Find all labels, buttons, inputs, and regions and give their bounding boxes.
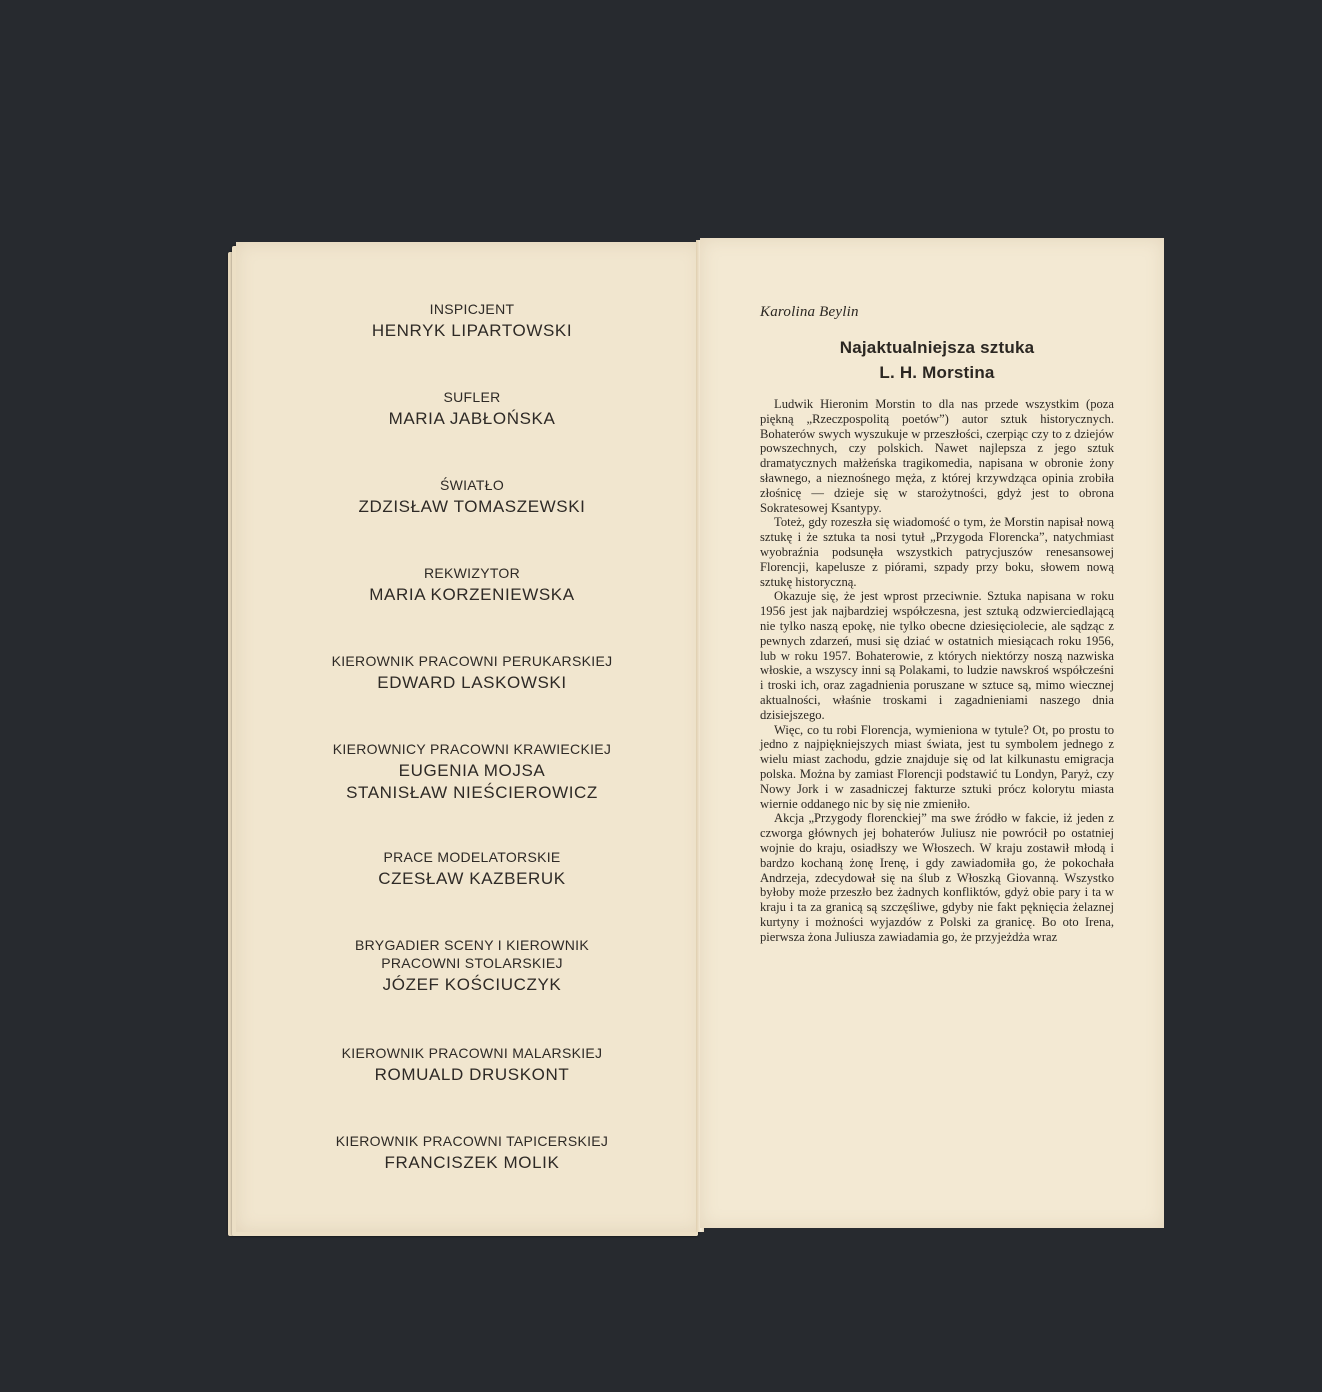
credit-perukarska bbox=[292, 652, 652, 740]
article-title-line-2: L. H. Morstina bbox=[879, 363, 995, 382]
right-page bbox=[700, 238, 1164, 1228]
credit-name: ROMUALD DRUSKONT bbox=[374, 1065, 570, 1084]
credit-name: STANISŁAW NIEŚCIEROWICZ bbox=[346, 783, 598, 802]
credit-malarska bbox=[292, 1044, 652, 1132]
credit-role: KIEROWNIK PRACOWNI TAPICERSKIEJ bbox=[335, 1133, 609, 1149]
credit-stolarska bbox=[292, 936, 652, 1044]
article-paragraph: Więc, co tu robi Florencja, wymieniona w tytule? Ot, po prostu to jedno z najpiękniejszych miast świata, jest tu symbolem jednego z wielu miast zachodu, gdzie znajduje się od lat kilkunastu emigracja polska. Można by zamiast Florencji podstawić tu Londyn, Paryż, czy Nowy Jork i w zasadniczej fakturze sztuki prócz kolorytu miasta wiernie oddanego nic by się nie zmieniło. bbox=[760, 722, 1114, 811]
credit-name: JÓZEF KOŚCIUCZYK bbox=[382, 975, 562, 994]
credit-name: EUGENIA MOJSA bbox=[398, 761, 546, 780]
article-paragraph: Toteż, gdy rozeszła się wiadomość o tym, że Morstin napisał nową sztukę i że sztuka ta nosi tytuł „Przygoda Florencka”, natychmiast wyobraźnia podsunęła wszystkich patrycjuszów renesansowej Florencji, kapelusze z piórami, szpady przy boku, słowem nową sztukę historyczną. bbox=[760, 515, 1114, 589]
credit-role: KIEROWNIK PRACOWNI MALARSKIEJ bbox=[341, 1045, 603, 1061]
credit-name: HENRYK LIPARTOWSKI bbox=[371, 321, 573, 340]
article-paragraph: Ludwik Hieronim Morstin to dla nas przede wszystkim (poza piękną „Rzeczpospolitą poetów”) autor sztuk historycznych. Bohaterów swych wyszukuje w przeszłości, czerpiąc czy to z dziejów powszechnych, czy polskich. Nawet najlepsza z jego sztuk dramatycznych małżeńska tragikomedia, napisana w obronie żony sławnego, a nieznośnego męża, z której krzywdząca opinia zrobiła złośnicę — dzieje się w starożytności, gdyż jest to obrona Sokratesowej Ksantypy. bbox=[760, 397, 1114, 515]
credit-role: PRACE MODELATORSKIE bbox=[383, 849, 561, 865]
article bbox=[760, 304, 1114, 944]
credit-role: KIEROWNICY PRACOWNI KRAWIECKIEJ bbox=[332, 741, 612, 757]
credit-role: BRYGADIER SCENY I KIEROWNIK PRACOWNI STOLARSKIEJ bbox=[355, 937, 589, 971]
credit-name: EDWARD LASKOWSKI bbox=[377, 673, 567, 692]
credit-role: KIEROWNIK PRACOWNI PERUKARSKIEJ bbox=[331, 653, 613, 669]
article-author: Karolina Beylin bbox=[760, 304, 859, 320]
credit-name: ZDZISŁAW TOMASZEWSKI bbox=[358, 497, 586, 516]
credits-list bbox=[292, 300, 652, 1220]
credit-krawiecka bbox=[292, 740, 652, 848]
credit-rekwizytor bbox=[292, 564, 652, 652]
article-title-line-1: Najaktualniejsza sztuka bbox=[839, 338, 1035, 357]
article-paragraph: Okazuje się, że jest wprost przeciwnie. Sztuka napisana w roku 1956 jest jak najbardziej współczesna, jest sztuką odzwierciedlającą nie tylko naszą epokę, nie tylko obecne dziesięciolecie, ale sądząc z pewnych zdarzeń, musi się dziać w ostatnich miesiącach roku 1956, lub w roku 1957. Bohaterowie, z których niektórzy noszą nazwiska włoskie, a wszyscy inni są Polakami, to ludzie nawskroś współcześni i troski ich, oraz zagadnienia poruszane w sztuce są, mimo wiecznej aktualności, właśnie troskami i zagadnieniami naszego dnia dzisiejszego. bbox=[760, 589, 1114, 722]
article-title bbox=[760, 335, 1114, 385]
credit-name: CZESŁAW KAZBERUK bbox=[378, 869, 566, 888]
credit-swiatlo bbox=[292, 476, 652, 564]
credit-modelatorskie bbox=[292, 848, 652, 936]
credit-inspicjent bbox=[292, 300, 652, 388]
credit-tapicerska bbox=[292, 1132, 652, 1220]
program-booklet bbox=[228, 238, 1164, 1240]
credit-name: FRANCISZEK MOLIK bbox=[384, 1153, 560, 1172]
left-page bbox=[236, 242, 702, 1232]
credit-name: MARIA JABŁOŃSKA bbox=[388, 409, 556, 428]
article-paragraph: Akcja „Przygody florenckiej” ma swe źródło w fakcie, iż jeden z czworga głównych jej bohaterów Juliusz nie powrócił po ostatniej wojnie do kraju, osiadłszy we Włoszech. W kraju zostawił młodą i bardzo kochaną żonę Irenę, i gdy zawiadomiła go, że pokochała Andrzeja, zdecydował się na ślub z Włoszką Giovanną. Wszystko byłoby może przeszło bez żadnych konfliktów, gdyż obie pary i ta w kraju i ta za granicą są szczęśliwe, gdyby nie fakt pęknięcia żelaznej kurtyny i możności wyjazdów z Polski za granicę. Bo oto Irena, pierwsza żona Juliusza zawiadamia go, że przyjeżdża wraz bbox=[760, 811, 1114, 944]
credit-role: ŚWIATŁO bbox=[439, 477, 505, 493]
credit-role: INSPICJENT bbox=[429, 301, 515, 317]
credit-role: REKWIZYTOR bbox=[423, 565, 521, 581]
credit-role: SUFLER bbox=[443, 389, 501, 405]
credit-name: MARIA KORZENIEWSKA bbox=[369, 585, 575, 604]
credit-sufler bbox=[292, 388, 652, 476]
